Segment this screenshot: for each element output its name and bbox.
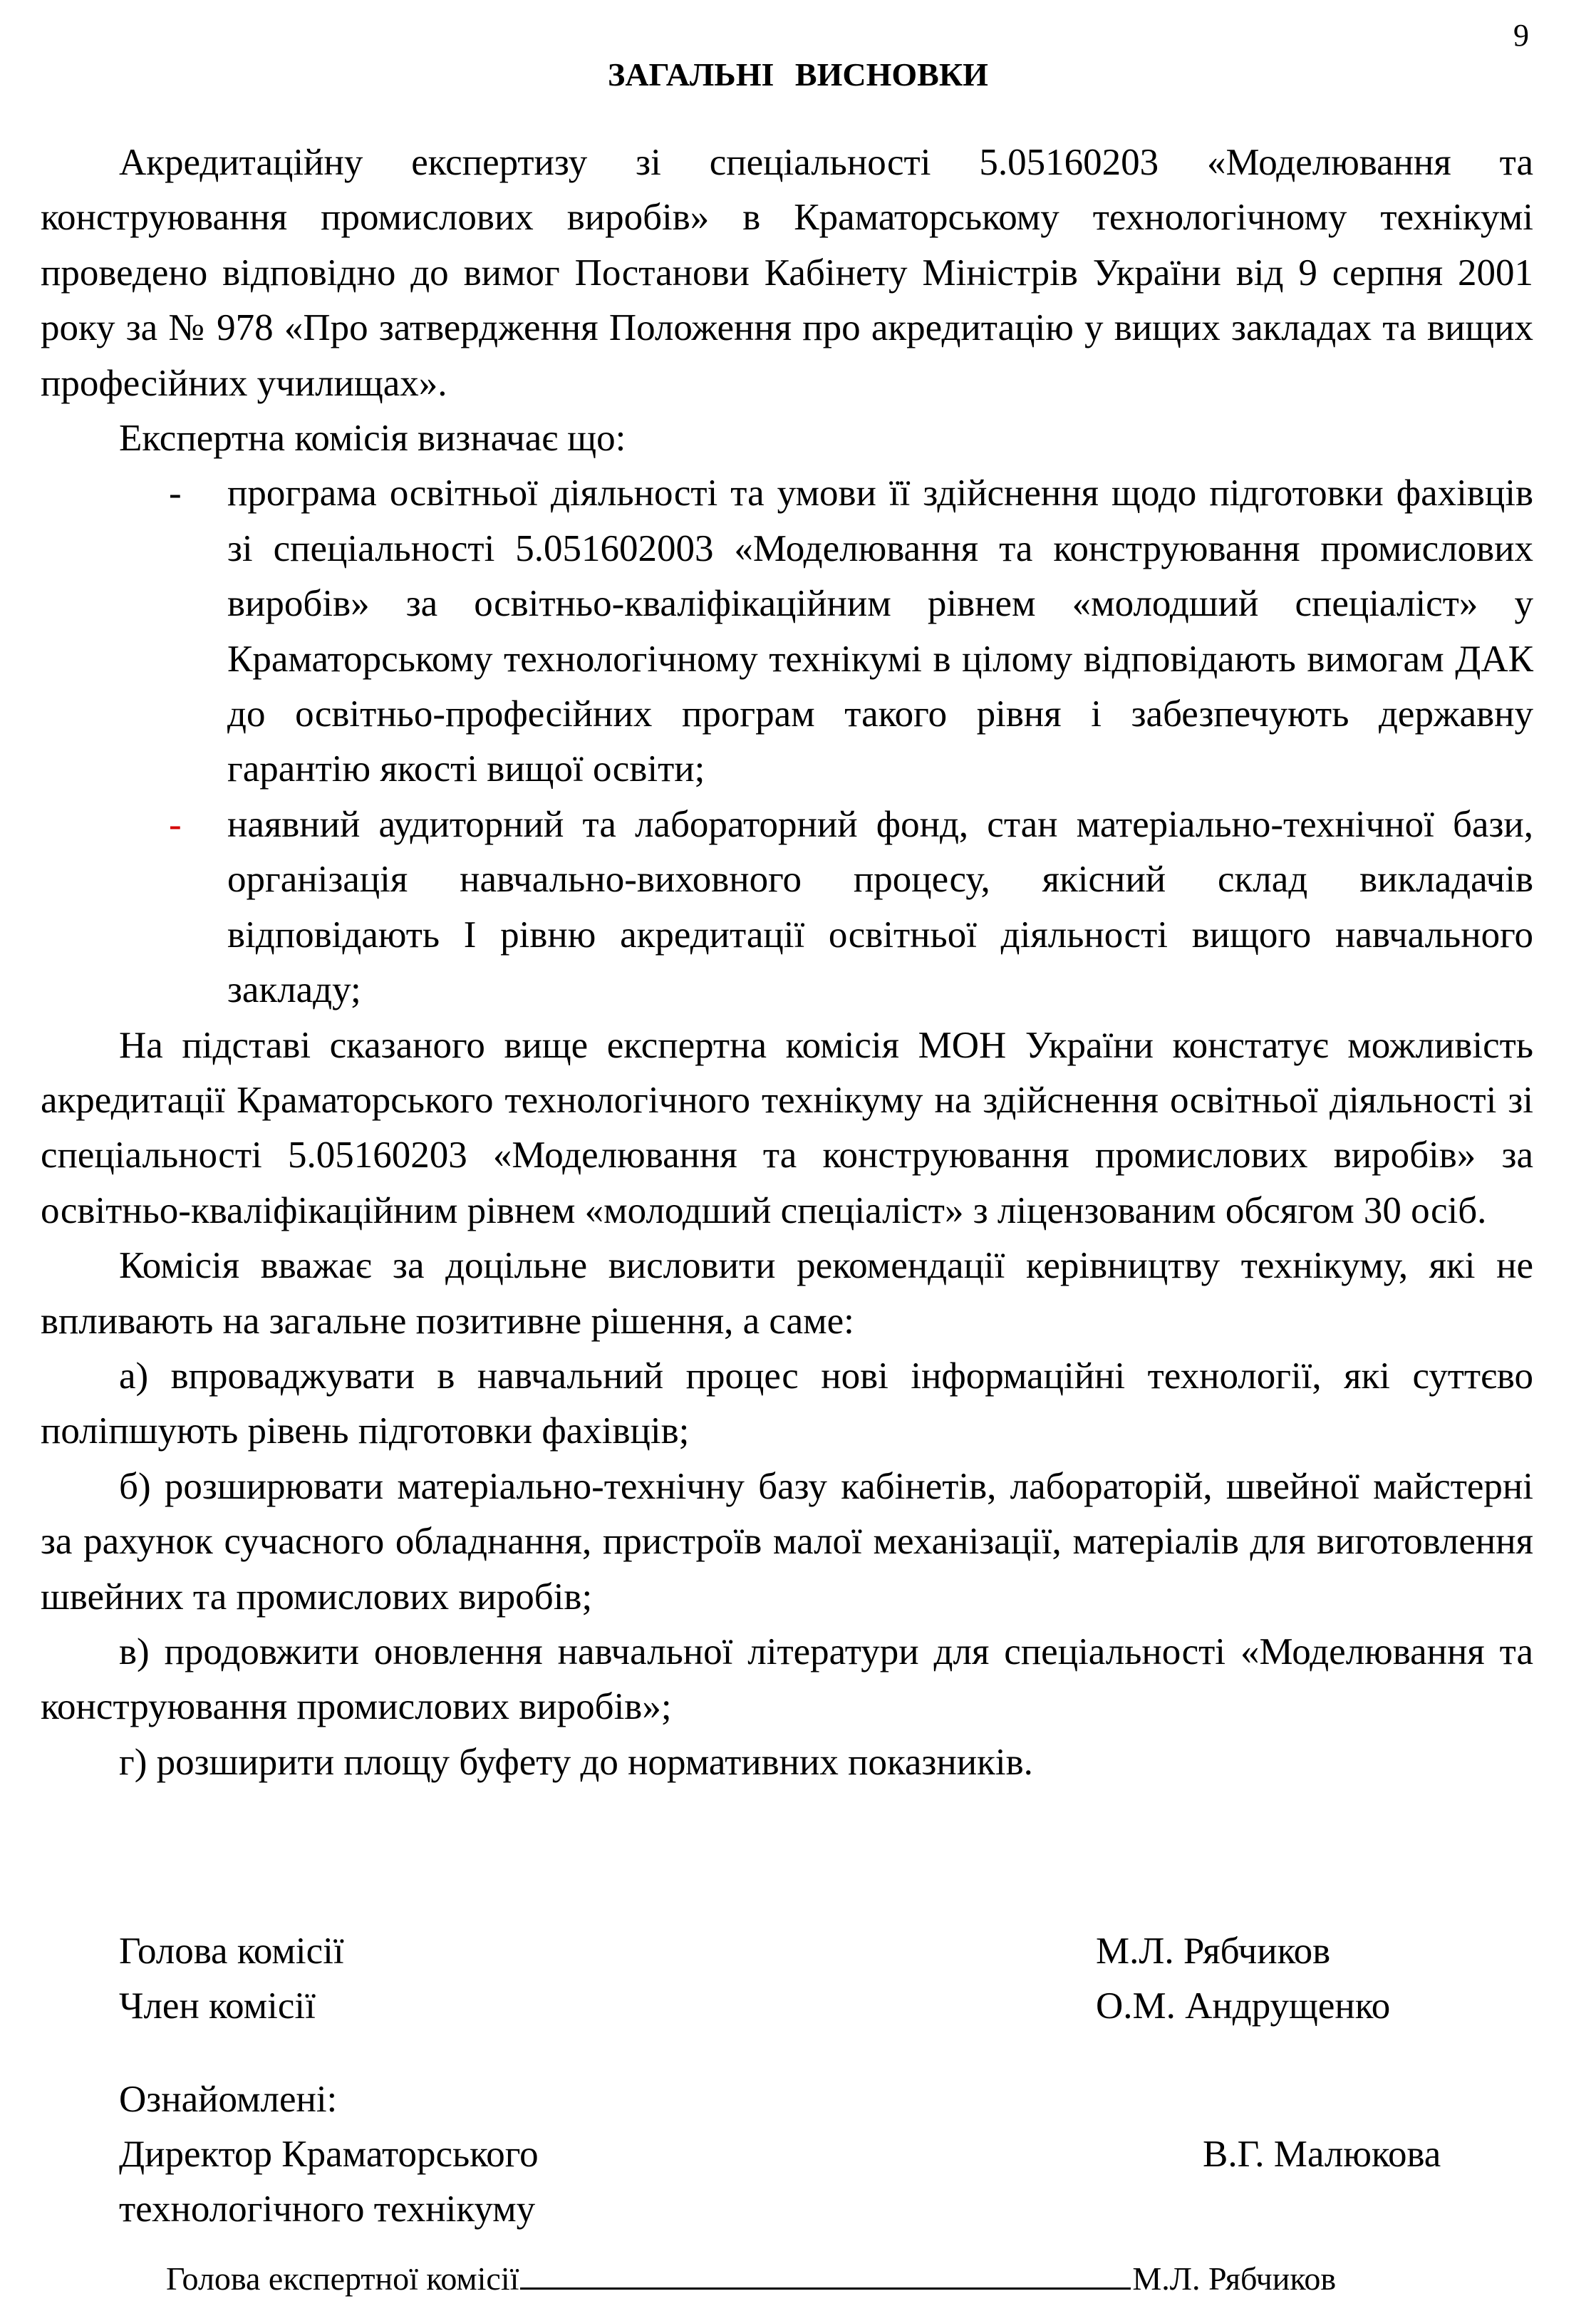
chair-role: Голова комісії	[119, 1930, 344, 1972]
director-name: В.Г. Малюкова	[1203, 2134, 1441, 2175]
dash-marker: -	[169, 803, 182, 845]
recommendation-b: б) розширювати матеріально-технічну базу кабінетів, лабораторій, швейної майстерні за рахунок сучасного обладнання, пристроїв малої механізації, матеріалів для виготовлення швейних та промислових виробів;	[41, 1465, 1533, 1618]
page-number: 9	[1513, 18, 1529, 53]
page-footer	[166, 2259, 1392, 2297]
member-name: О.М. Андрущенко	[1096, 1985, 1391, 2027]
paragraph-recommendations-intro: Комісія вважає за доцільне висловити рекомендації керівництву технікуму, які не впливають на загальне позитивне рішення, а саме:	[41, 1245, 1533, 1342]
document-body	[41, 135, 1533, 1790]
paragraph-conclusion: На підставі сказаного вище експертна комісія МОН України констатує можливість акредитації Краматорського технологічного технікуму на здійснення освітньої діяльності зі спеціальності 5.05160203 «Моделювання та конструювання промислових виробів» за освітньо-кваліфікаційним рівнем «молодший спеціаліст» з ліцензованим обсягом 30 осіб.	[41, 1024, 1533, 1231]
list-item	[169, 466, 1533, 797]
dash-marker: -	[169, 472, 182, 515]
findings-list	[41, 466, 1533, 1018]
list-item-text: наявний аудиторний та лабораторний фонд, стан матеріально-технічної бази, організація навчально-виховного процесу, якісний склад викладачів відповідають І рівню акредитації освітньої діяльності вищого навчального закладу;	[227, 803, 1533, 1011]
recommendation-d: г) розширити площу буфету до нормативних показників.	[119, 1741, 1033, 1783]
paragraph-accreditation: Акредитаційну експертизу зі спеціальності 5.05160203 «Моделювання та конструювання промислових виробів» в Краматорському технологічному технікумі проведено відповідно до вимог Постанови Кабінету Міністрів України від 9 серпня 2001 року за № 978 «Про затвердження Положення про акредитацію у вищих закладах та вищих професійних училищах».	[41, 142, 1533, 404]
director-role-line1: Директор Краматорського	[119, 2134, 539, 2175]
signature-line	[520, 2259, 1131, 2290]
footer-name: М.Л. Рябчиков	[1132, 2260, 1337, 2297]
chair-name: М.Л. Рябчиков	[1096, 1930, 1331, 1972]
recommendation-a: а) впроваджувати в навчальний процес нові інформаційні технології, які суттєво поліпшують рівень підготовки фахівців;	[41, 1355, 1533, 1452]
footer-label: Голова експертної комісії	[166, 2260, 519, 2297]
list-item	[169, 797, 1533, 1018]
recommendation-c: в) продовжити оновлення навчальної літератури для спеціальності «Моделювання та конструювання промислових виробів»;	[41, 1630, 1533, 1728]
acquainted-label: Ознайомлені:	[119, 2079, 338, 2120]
member-role: Член комісії	[119, 1985, 316, 2027]
director-role-line2: технологічного технікуму	[119, 2188, 536, 2230]
document-title: ЗАГАЛЬНІ ВИСНОВКИ	[608, 56, 988, 93]
paragraph-commission-determines: Експертна комісія визначає що:	[119, 418, 626, 460]
list-item-text: програма освітньої діяльності та умови її здійснення щодо підготовки фахівців зі спеціальності 5.051602003 «Моделювання та конструювання промислових виробів» за освітньо-кваліфікаційним рівнем «молодший спеціаліст» у Краматорському технологічному технікумі в цілому відповідають вимогам ДАК до освітньо-професійних програм такого рівня і забезпечують державну гарантію якості вищої освіти;	[227, 472, 1533, 790]
